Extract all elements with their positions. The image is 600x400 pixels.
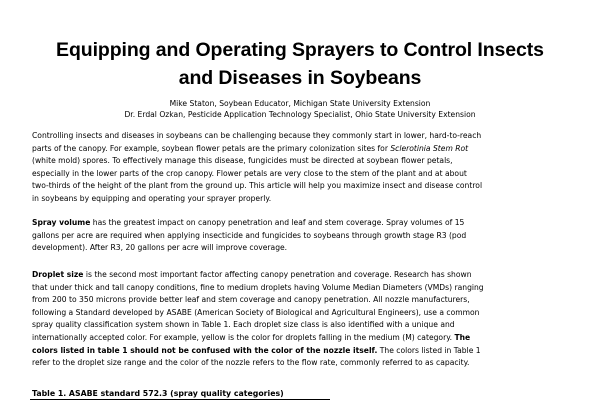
droplet-size-paragraph — [32, 269, 592, 370]
paragraph-line: gallons per acre are required when applying insecticide and fungicides to soybeans through growth stage R3 (pod — [32, 230, 467, 240]
emphasis-text: colors listed in table 1 should not be confused with the color of the nozzle itself. — [32, 345, 378, 355]
disease-name: Sclerotinia Stem Rot — [390, 143, 469, 153]
paragraph-line: following a Standard developed by ASABE (American Society of Biological and Agricultural Engineers), use a common — [32, 307, 480, 317]
author-line-2: Dr. Erdal Ozkan, Pesticide Application Technology Specialist, Ohio State University Extension — [124, 110, 476, 119]
table-caption: Table 1. ASABE standard 572.3 (spray quality categories) — [32, 389, 284, 398]
paragraph-line: (white mold) spores. To effectively manage this disease, fungicides must be directed at soybean flower petals, — [32, 156, 453, 166]
text-run: internationally accepted color. For example, yellow is the color for droplets falling in the medium (M) category. — [32, 332, 455, 342]
paragraph-line: that under thick and tall canopy conditions, fine to medium droplets having Volume Median Diameters (VMDs) ranging — [32, 282, 484, 292]
paragraph-line — [32, 217, 592, 230]
text-run: The colors listed in Table 1 — [377, 345, 481, 355]
paragraph-line: in soybeans by equipping and operating your sprayer properly. — [32, 193, 272, 203]
document-title — [0, 36, 600, 92]
intro-paragraph — [32, 130, 592, 206]
paragraph-line — [32, 332, 592, 345]
paragraph-line: spray quality classification system shown in Table 1. Each droplet size class is also identified with a unique and — [32, 320, 455, 330]
paragraph-line: especially in the lower parts of the crop canopy. Flower petals are very close to the stem of the plant and at about — [32, 168, 467, 178]
author-line-1: Mike Staton, Soybean Educator, Michigan State University Extension — [169, 99, 431, 108]
emphasis-text: The — [454, 332, 471, 342]
paragraph-line: refer to the droplet size range and the color of the nozzle refers to the flow rate, commonly referred to as capacity. — [32, 358, 470, 368]
spray-volume-paragraph — [32, 217, 592, 255]
paragraph-line — [32, 143, 592, 156]
text-run: has the greatest impact on canopy penetration and leaf and stem coverage. Spray volumes of 15 — [90, 218, 465, 227]
text-run: parts of the canopy. For example, soybean flower petals are the primary colonization sites for — [32, 143, 391, 153]
paragraph-line — [32, 269, 592, 282]
paragraph-line: Controlling insects and diseases in soybeans can be challenging because they commonly start in lower, hard-to-reach — [32, 131, 482, 140]
paragraph-line: two-thirds of the height of the plant from the ground up. This article will help you maximize insect and disease control — [32, 181, 483, 191]
paragraph-line: from 200 to 350 microns provide better leaf and stem coverage and canopy penetration. All nozzle manufacturers, — [32, 295, 470, 305]
term-spray-volume: Spray volume — [32, 218, 91, 227]
text-run: is the second most important factor affecting canopy penetration and coverage. Research has shown — [83, 270, 472, 279]
title-line-2: and Diseases in Soybeans — [178, 67, 422, 89]
paragraph-line — [32, 345, 592, 358]
title-line-1: Equipping and Operating Sprayers to Control Insects — [56, 39, 544, 61]
term-droplet-size: Droplet size — [32, 270, 84, 279]
paragraph-line: development). After R3, 20 gallons per acre will improve coverage. — [32, 243, 288, 253]
